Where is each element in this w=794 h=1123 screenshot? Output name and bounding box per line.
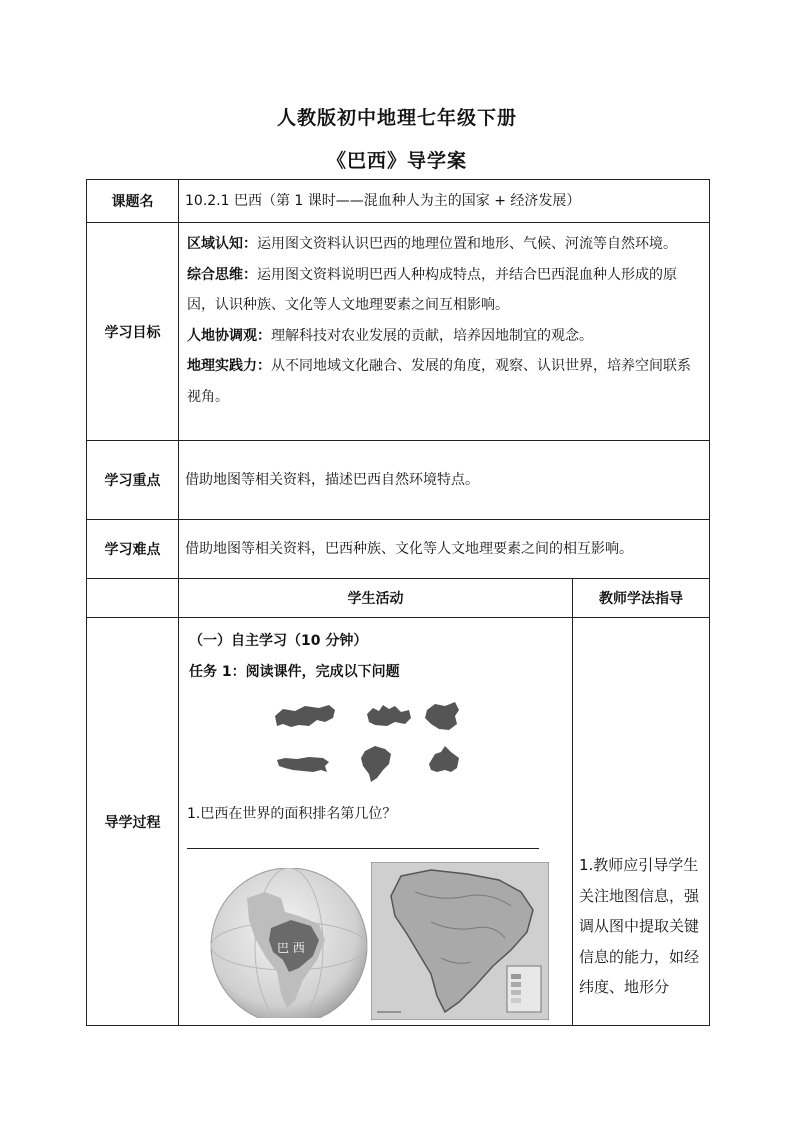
difficulty-value: 借助地图等相关资料，巴西种族、文化等人文地理要素之间的相互影响。 — [179, 520, 710, 579]
usa-silhouette-icon — [277, 757, 329, 772]
page-subtitle: 《巴西》导学案 — [326, 150, 467, 172]
objective-item: 综合思维：运用图文资料说明巴西人种构成特点，并结合巴西混血种人形成的原因，认识种族、文化等人文地理要素之间互相影响。 — [187, 266, 677, 313]
china-silhouette-icon — [425, 702, 459, 730]
teacher-guide-cell — [573, 618, 710, 1026]
topic-value: 10.2.1 巴西（第 1 课时——混血种人为主的国家 + 经济发展） — [179, 180, 710, 223]
canada-silhouette-icon — [367, 705, 411, 726]
student-activity-header: 学生活动 — [179, 579, 573, 618]
topic-label: 课题名 — [87, 180, 179, 223]
empty-header-cell — [87, 579, 179, 618]
objective-item: 区域认知：运用图文资料认识巴西的地理位置和地形、气候、河流等自然环境。 — [187, 236, 677, 252]
russia-silhouette-icon — [275, 705, 335, 727]
topic-row — [87, 180, 710, 223]
teacher-guide-header: 教师学法指导 — [573, 579, 710, 618]
student-activity-cell — [179, 618, 573, 1026]
difficulty-label: 学习难点 — [87, 520, 179, 579]
answer-line — [187, 848, 539, 849]
brazil-relief-map — [371, 862, 549, 1020]
objective-item: 地理实践力：从不同地域文化融合、发展的角度，观察、认识世界，培养空间联系视角。 — [187, 358, 691, 405]
process-label: 导学过程 — [87, 618, 179, 1026]
question-1: 1.巴西在世界的面积排名第几位？ — [187, 806, 397, 822]
teacher-guide-text: 1.教师应引导学生关注地图信息，强调从图中提取关键信息的能力，如经纬度、地形分 — [579, 856, 700, 996]
objective-item: 人地协调观：理解科技对农业发展的贡献，培养因地制宜的观念。 — [187, 327, 593, 344]
focus-row — [87, 441, 710, 520]
australia-silhouette-icon — [429, 746, 459, 772]
objectives-label: 学习目标 — [87, 223, 179, 441]
lesson-table — [86, 179, 710, 1026]
country-silhouettes — [269, 696, 569, 786]
globe-map — [207, 868, 371, 1018]
focus-value: 借助地图等相关资料，描述巴西自然环境特点。 — [179, 441, 710, 520]
objectives-content — [179, 223, 710, 441]
difficulty-row — [87, 520, 710, 579]
task-heading: 任务 1：阅读课件，完成以下问题 — [189, 664, 400, 680]
globe-label: 巴 西 — [277, 941, 305, 955]
objectives-row — [87, 223, 710, 441]
process-row — [87, 618, 710, 1026]
column-header-row — [87, 579, 710, 618]
section-heading: （一）自主学习（10 分钟） — [189, 633, 368, 649]
brazil-silhouette-icon — [361, 746, 391, 782]
page-title: 人教版初中地理七年级下册 — [276, 107, 517, 129]
focus-label: 学习重点 — [87, 441, 179, 520]
